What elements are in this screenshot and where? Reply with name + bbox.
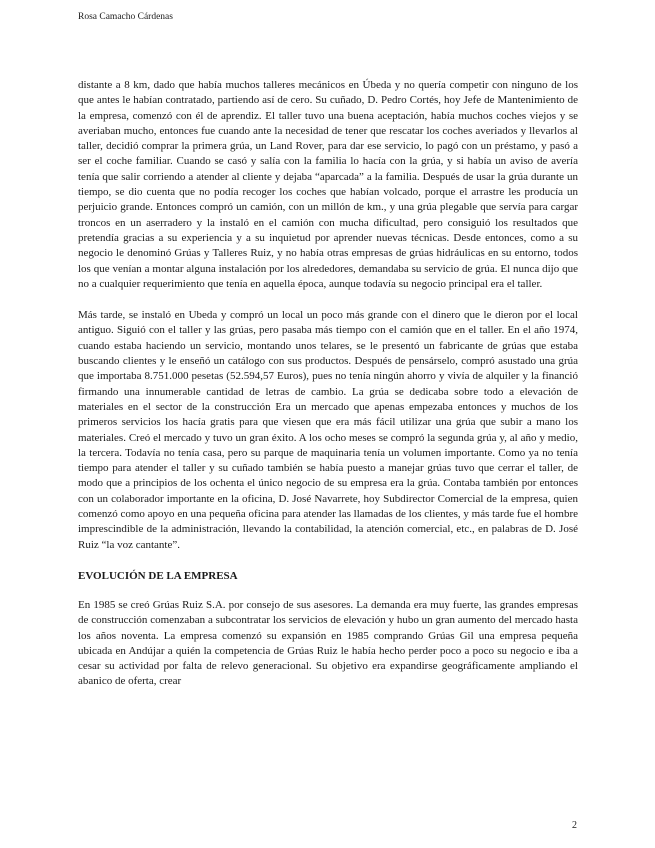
document-body	[78, 78, 578, 706]
paragraph-1: distante a 8 km, dado que había muchos talleres mecánicos en Úbeda y no quería competir con ninguno de los que antes le habían contratado, partiendo así de cero. Su cuñado, D. Pedro Cortés, hoy Jefe de Mantenimiento de la empresa, comenzó con él de aprendiz. El taller tuvo una buena aceptación, había muchos coches viejos y se averiaban mucho, entonces fue cuando ante la necesidad de tener que rescatar los coches averiados y llevarlos al taller, decidió comprar la primera grúa, un Land Rover, para dar ese servicio, lo pagó con un préstamo, y pasó a ser el coche familiar. Cuando se casó y salía con la familia lo hacía con la grúa, y si había un aviso de avería tenía que salir corriendo a atender al cliente y dejaba “aparcada” a la familia. Después de usar la grúa durante un tiempo, se dio cuenta que no podía recoger los coches que habían volcado, porque el arrastre les producía un perjuicio grande. Entonces compró un camión, con un millón de km., y una grúa plegable que servía para cargar troncos en un aserradero y la instaló en el camión con mucha dificultad, pero consiguió los resultados que pretendía gracias a su experiencia y a su inquietud por aprender nuevas técnicas. Desde entonces, como a su negocio le denominó Grúas y Talleres Ruiz, y no había otras empresas de grúas hidráulicas en su entorno, todos los que venían a montar alguna instalación por los alrededores, demandaba su servicio de grúa. El nunca dijo que no a cualquier requerimiento que tenía en aquella época, aunque todavía su negocio principal era el taller.	[78, 79, 578, 290]
section-heading: EVOLUCIÓN DE LA EMPRESA	[78, 569, 238, 582]
page-number: 2	[572, 820, 577, 831]
running-head: Rosa Camacho Cárdenas	[78, 12, 173, 22]
paragraph-3: En 1985 se creó Grúas Ruiz S.A. por consejo de sus asesores. La demanda era muy fuerte, las grandes empresas de construcción comenzaban a subcontratar los servicios de elevación y hubo un gran aumento del mercado hasta los años noventa. La empresa comenzó su expansión en 1985 comprando Grúas Gil una empresa pequeña ubicada en Andújar a quién la competencia de Grúas Ruiz le había hecho perder poco a poco su negocio e iba a cesar su actividad por falta de relevo generacional. Su objetivo era expandirse geográficamente ampliando el abanico de oferta, crear	[78, 598, 578, 688]
paragraph-2: Más tarde, se instaló en Ubeda y compró un local un poco más grande con el dinero que le dieron por el local antiguo. Siguió con el taller y las grúas, pero pasaba más tiempo con el camión que en el taller. En el año 1974, cuando estaba haciendo un servicio, montando unos telares, se le presentó un fabricante de grúas que estaba buscando clientes y le enseñó un catálogo con sus productos. Después de pensárselo, compró asustado una grúa que importaba 8.751.000 pesetas (52.594,57 Euros), pues no tenía ningún ahorro y vivía de alquiler y la financió firmando una innumerable cantidad de letras de cambio. La grúa se dedicaba sobre todo a elevación de materiales en el sector de la construcción Era un mercado que apenas empezaba entonces y muchos de los primeros servicios los hacía gratis para que viesen que era más fácil utilizar una grúa que subir a mano los materiales. Creó el mercado y tuvo un gran éxito. A los ocho meses se compró la segunda grúa y, al año y medio, la tercera. Todavía no tenía casa, pero su parque de maquinaria tenía un volumen importante. Como ya no tenía tiempo para atender el taller y su cuñado también se había puesto a manejar grúas tuvo que cerrar el taller, de modo que a principios de los ochenta el único negocio de su empresa era la grúa. Contaba también por entonces con un colaborador importante en la oficina, D. José Navarrete, hoy Subdirector Comercial de la empresa, quien comenzó como apoyo en una pequeña oficina para atender las llamadas de los clientes, y más tarde fue el hombre imprescindible de la administración, llevando la contabilidad, la atención comercial, etc., en palabras de D. José Ruiz “la voz cantante”.	[78, 309, 578, 551]
